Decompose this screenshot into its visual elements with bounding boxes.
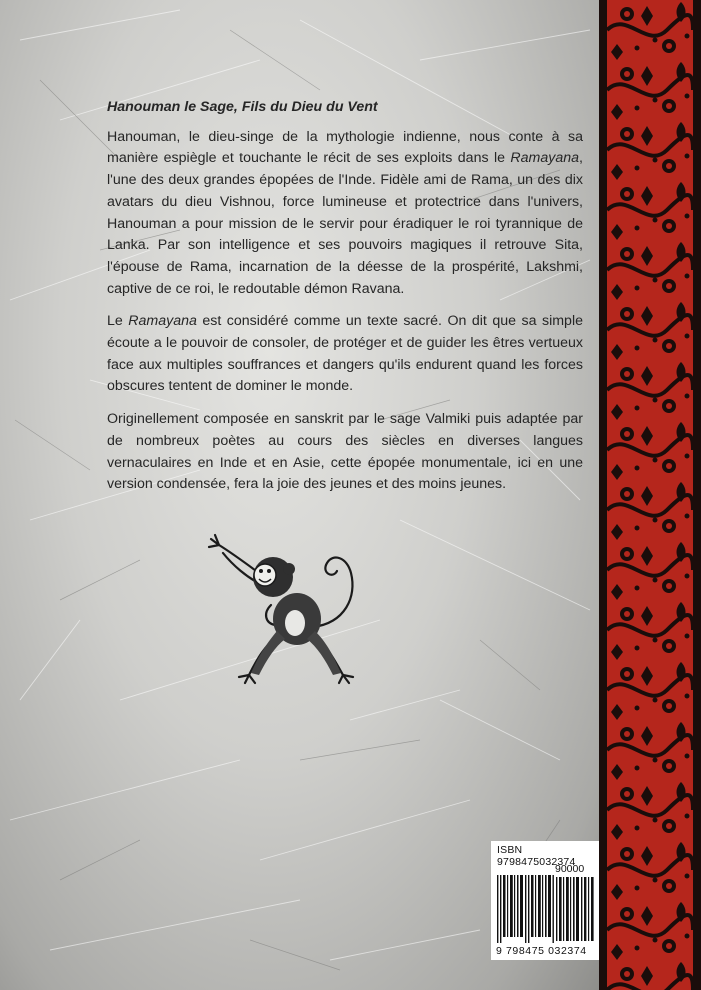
back-cover-text (107, 97, 583, 507)
book-title: Hanouman le Sage, Fils du Dieu du Vent (107, 99, 378, 115)
barcode-main-bars (495, 875, 555, 943)
synopsis-paragraph-1: Hanouman, le dieu-singe de la mythologie indienne, nous conte à sa manière espiègle et touchante le récit de ses exploits dans le Ramayana, l'une des deux grandes épopées de l'Inde. Fidèle ami de Rama, un des dix avatars du dieu Vishnou, force lumineuse et protectrice dans l'univers, Hanouman a pour mission de le servir pour éradiquer le roi tyrannique de Lanka. Par son intelligence et ses pouvoirs magiques il retrouve Sita, l'épouse de Rama, incarnation de la déesse de la prospérité, Lakshmi, captive de ce roi, le redoutable démon Ravana. (107, 128, 583, 297)
floral-pattern (607, 0, 693, 990)
isbn-label: ISBN 9798475032374 (497, 844, 576, 868)
synopsis-paragraph-2: Le Ramayana est considéré comme un texte sacré. On dit que sa simple écoute a le pouvoir de consoler, de protéger et de guider les êtres vertueux face aux multiples souffrances et dangers qu'ils endurent quand les forces obscures tentent de dominer le monde. (107, 313, 583, 395)
decorative-border (599, 0, 701, 990)
emphasis-ramayana: Ramayana (510, 150, 580, 167)
floral-pattern-svg (607, 0, 693, 990)
synopsis-paragraph-3: Originellement composée en sanskrit par le sage Valmiki puis adaptée par de nombreux poètes au cours des siècles en diverses langues vernaculaires en Inde et en Asie, cette épopée monumentale, ici en une version condensée, fera la joie des jeunes et des moins jeunes. (107, 411, 583, 493)
isbn-barcode (491, 841, 599, 960)
monkey-icon (205, 527, 370, 697)
barcode-addon: 90000 (555, 863, 585, 875)
emphasis-ramayana: Ramayana (128, 313, 197, 330)
barcode-digits: 9 798475 032374 (496, 945, 587, 957)
barcode-addon-bars (555, 877, 595, 941)
